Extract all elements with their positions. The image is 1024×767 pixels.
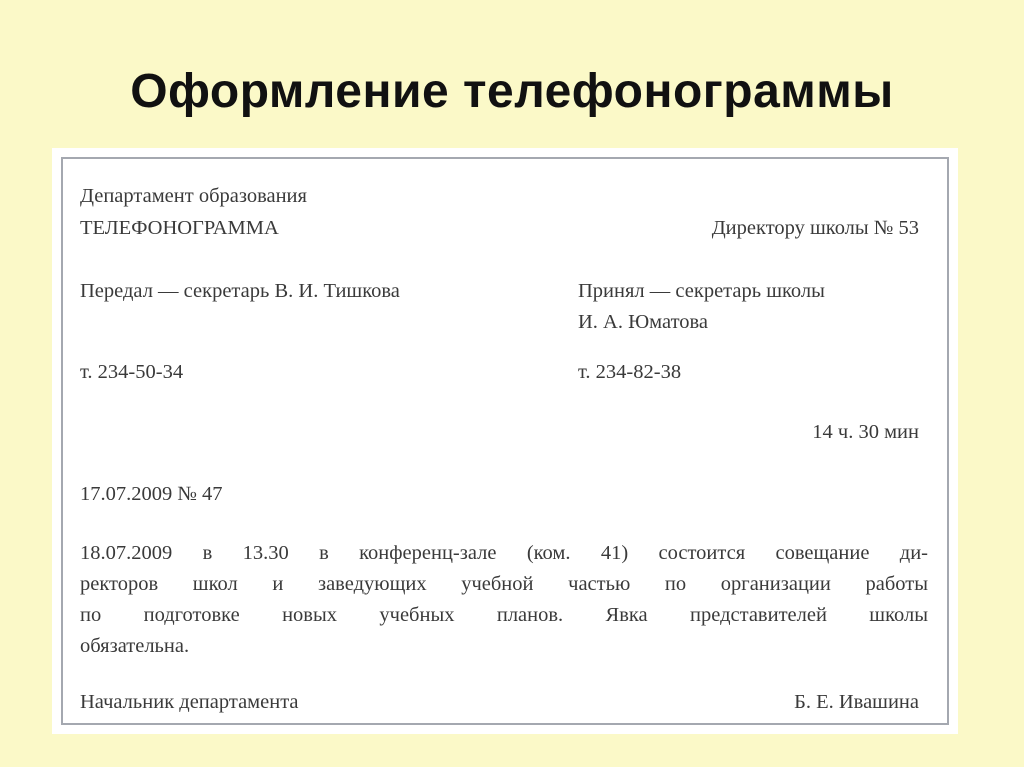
transmission-time: 14 ч. 30 мин <box>812 421 919 443</box>
sender-phone: т. 234-50-34 <box>80 361 184 383</box>
telephonogram-document <box>61 157 949 725</box>
receiver-label-line2: И. А. Юматова <box>578 311 709 333</box>
receiver-phone: т. 234-82-38 <box>578 361 682 383</box>
message-body <box>80 538 928 662</box>
receiver-label-line1: Принял — секретарь школы <box>578 280 825 302</box>
body-line: обязательна. <box>80 635 190 657</box>
sender-label: Передал — секретарь В. И. Тишкова <box>80 280 400 302</box>
signature-name: Б. Е. Ивашина <box>794 691 919 713</box>
body-line: 18.07.2009 в 13.30 в конференц-зале (ком. 41) состоится совещание ди- <box>80 542 928 564</box>
document-frame <box>52 148 958 734</box>
signature-position: Начальник департамента <box>80 691 299 713</box>
addressee: Директору школы № 53 <box>711 217 919 239</box>
organization-name: Департамент образования <box>80 185 307 207</box>
document-type: ТЕЛЕФОНОГРАММА <box>80 217 279 239</box>
body-line: по подготовке новых учебных планов. Явка представителей школы <box>80 604 928 626</box>
body-line: ректоров школ и заведующих учебной частью по организации работы <box>80 573 928 595</box>
slide-title: Оформление телефонограммы <box>130 65 894 118</box>
date-number: 17.07.2009 № 47 <box>80 483 223 505</box>
